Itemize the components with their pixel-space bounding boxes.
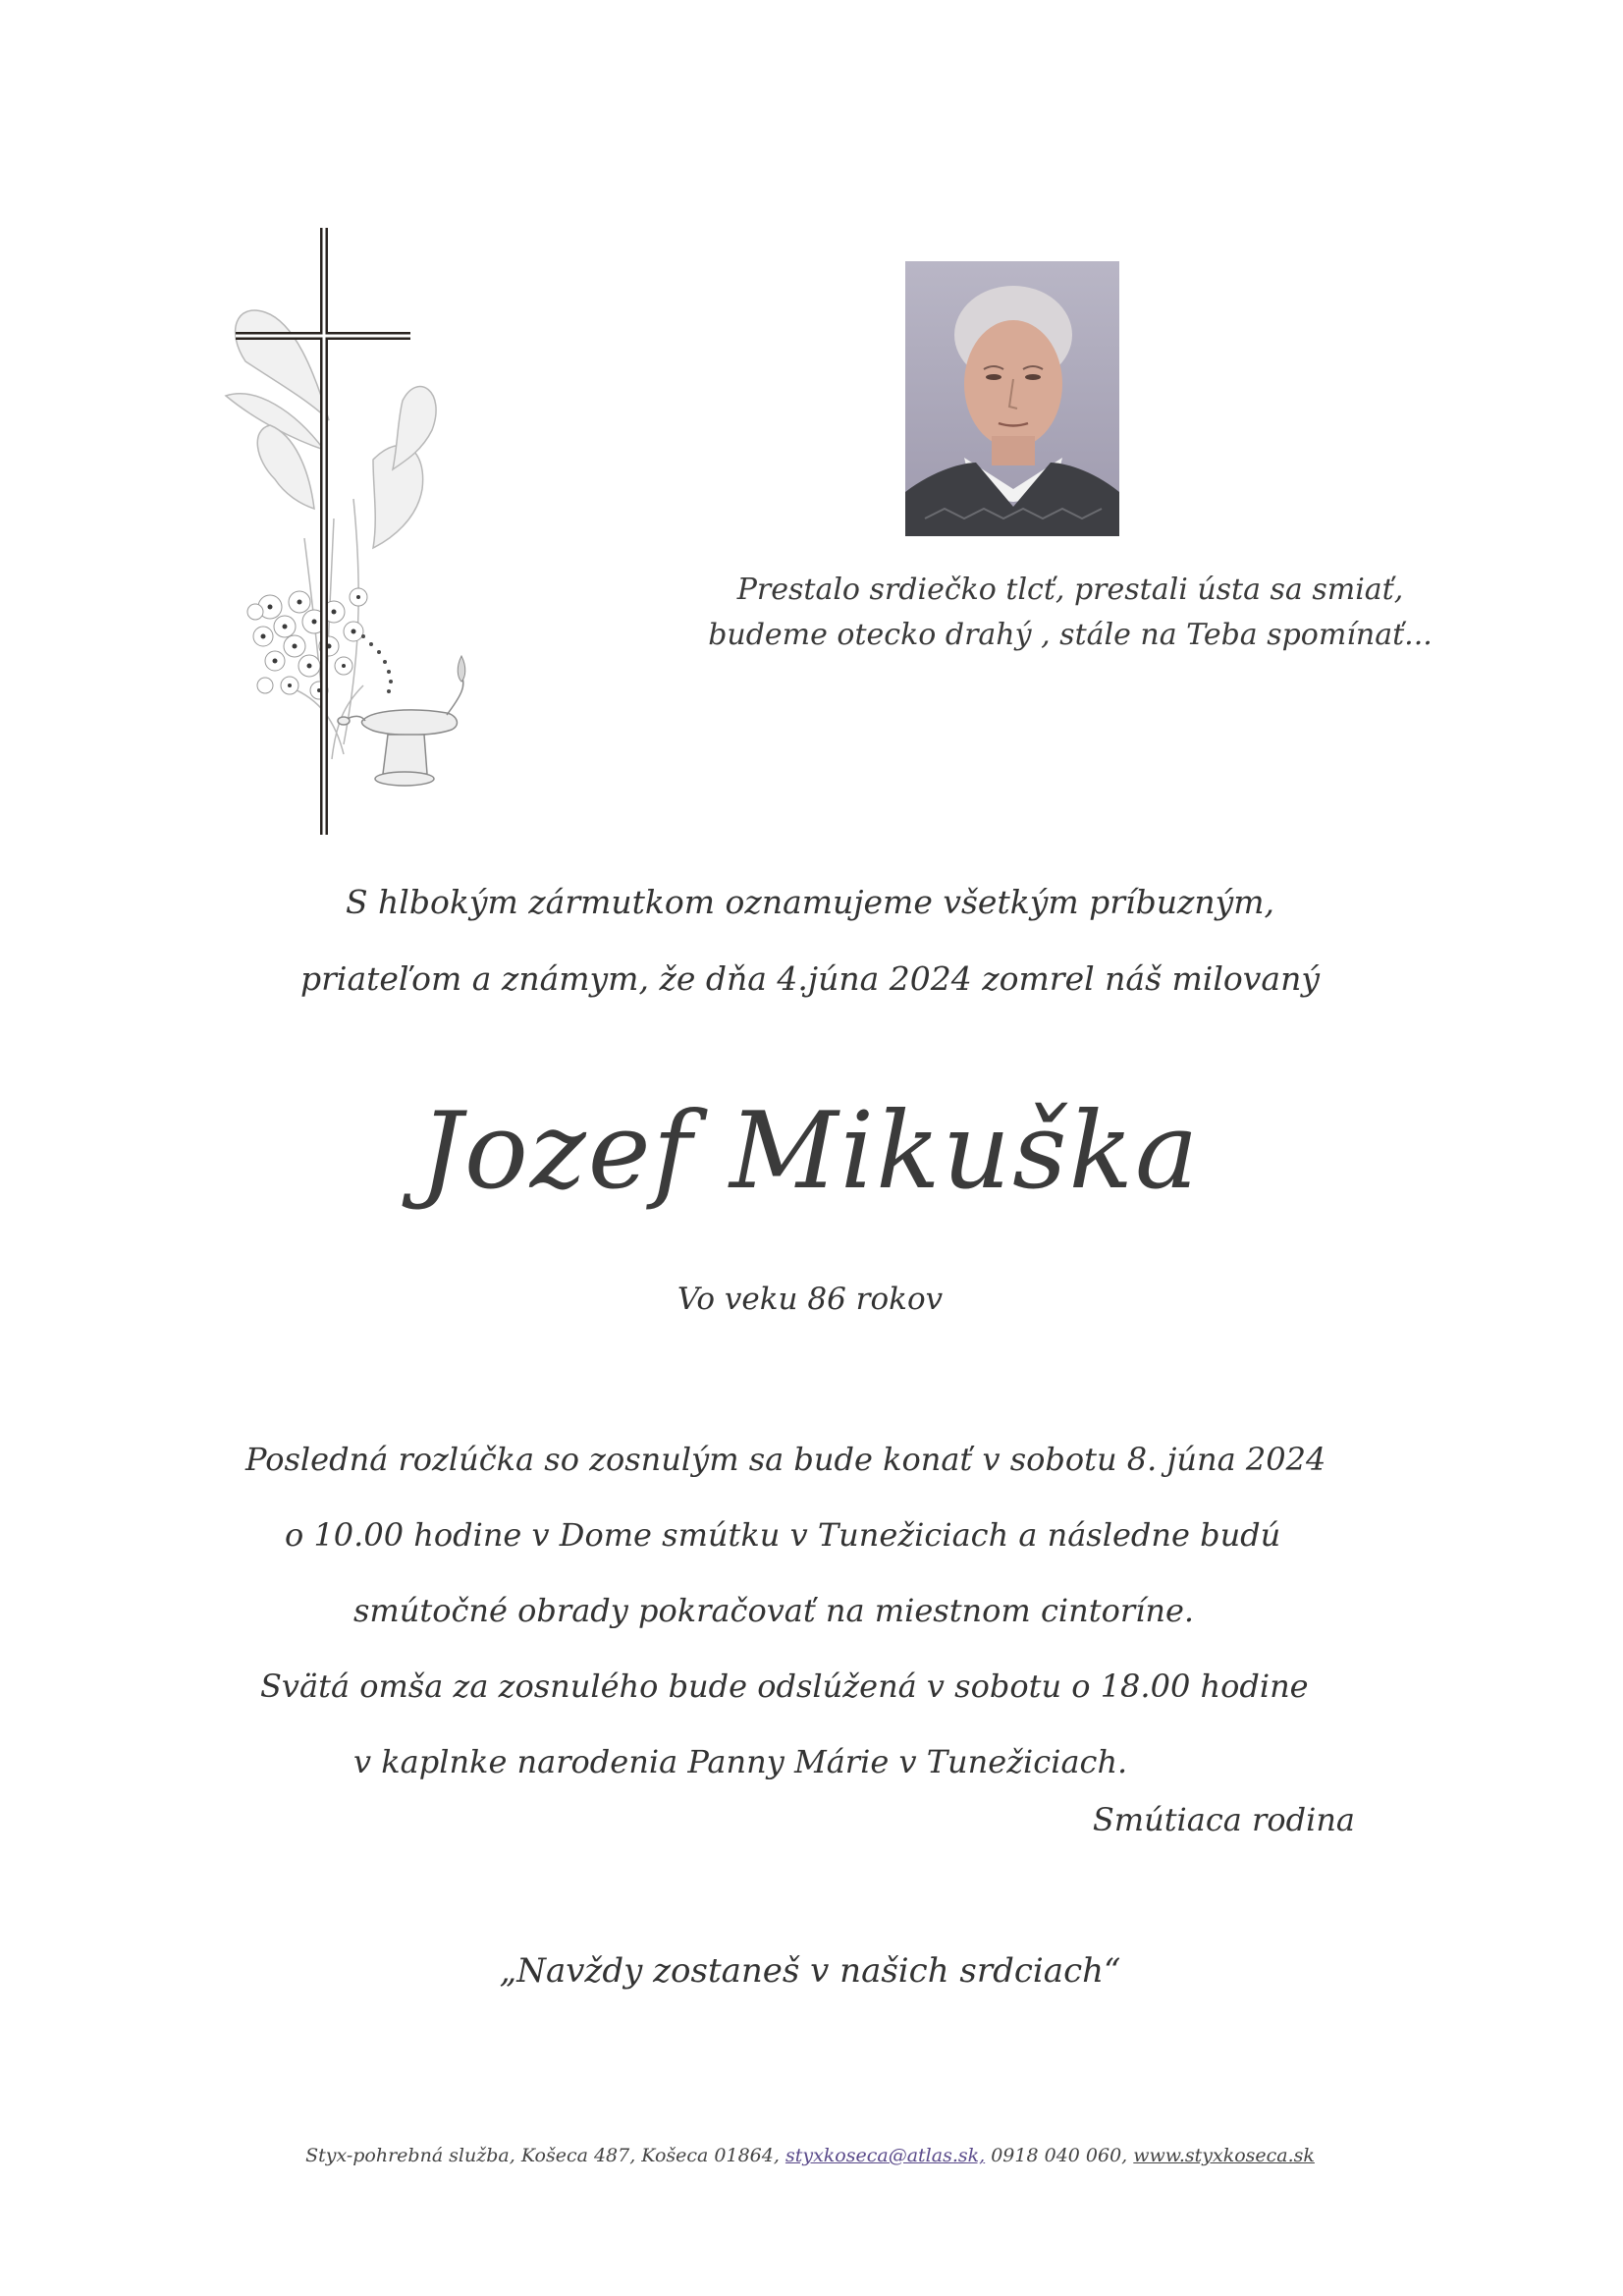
footer-website-link[interactable]: www.styxkoseca.sk [1133,2145,1315,2166]
funeral-detail-line: Posledná rozlúčka so zosnulým sa bude konať v sobotu 8. júna 2024 [245,1441,1326,1478]
verse-line: Prestalo srdiečko tlcť, prestali ústa sa smiať, [736,573,1404,607]
deceased-age: Vo veku 86 rokov [676,1282,944,1317]
verse-line: budeme otecko drahý , stále na Teba spomínať... [708,618,1433,652]
death-announcement [196,864,1424,1017]
cross-decoration [216,224,511,838]
funeral-detail-line: o 10.00 hodine v Dome smútku v Tunežiciach a následne budú [285,1516,1281,1554]
announcement-line: S hlbokým zármutkom oznamujeme všetkým príbuzným, [345,883,1275,921]
announcement-line: priateľom a známym, že dňa 4.júna 2024 zomrel náš milovaný [299,959,1320,998]
flower-bouquet [247,588,367,699]
memorial-quote: „Navždy zostaneš v našich srdciach“ [499,1951,1121,1991]
funeral-detail-line: Svätá omša za zosnulého bude odslúžená v sobotu o 18.00 hodine [260,1667,1309,1705]
footer-email-link[interactable]: styxkoseca@atlas.sk, [784,2145,986,2166]
funeral-service-footer [147,2141,1473,2170]
footer-phone: 0918 040 060, [991,2145,1128,2166]
funeral-detail-line: smútočné obrady pokračovať na miestnom cintoríne. [353,1592,1195,1629]
footer-company: Styx-pohrebná služba, Košeca 487, Košeca 01864, [305,2145,780,2166]
family-signature: Smútiaca rodina [1092,1801,1355,1838]
deceased-name: Jozef Mikuška [419,1090,1201,1213]
funeral-detail-line: v kaplnke narodenia Panny Márie v Tunežiciach. [353,1743,1128,1780]
funeral-details [147,1422,1473,1800]
portrait-photo [905,261,1119,536]
memorial-verse [687,568,1453,658]
lily-flowers-icon [226,310,436,759]
